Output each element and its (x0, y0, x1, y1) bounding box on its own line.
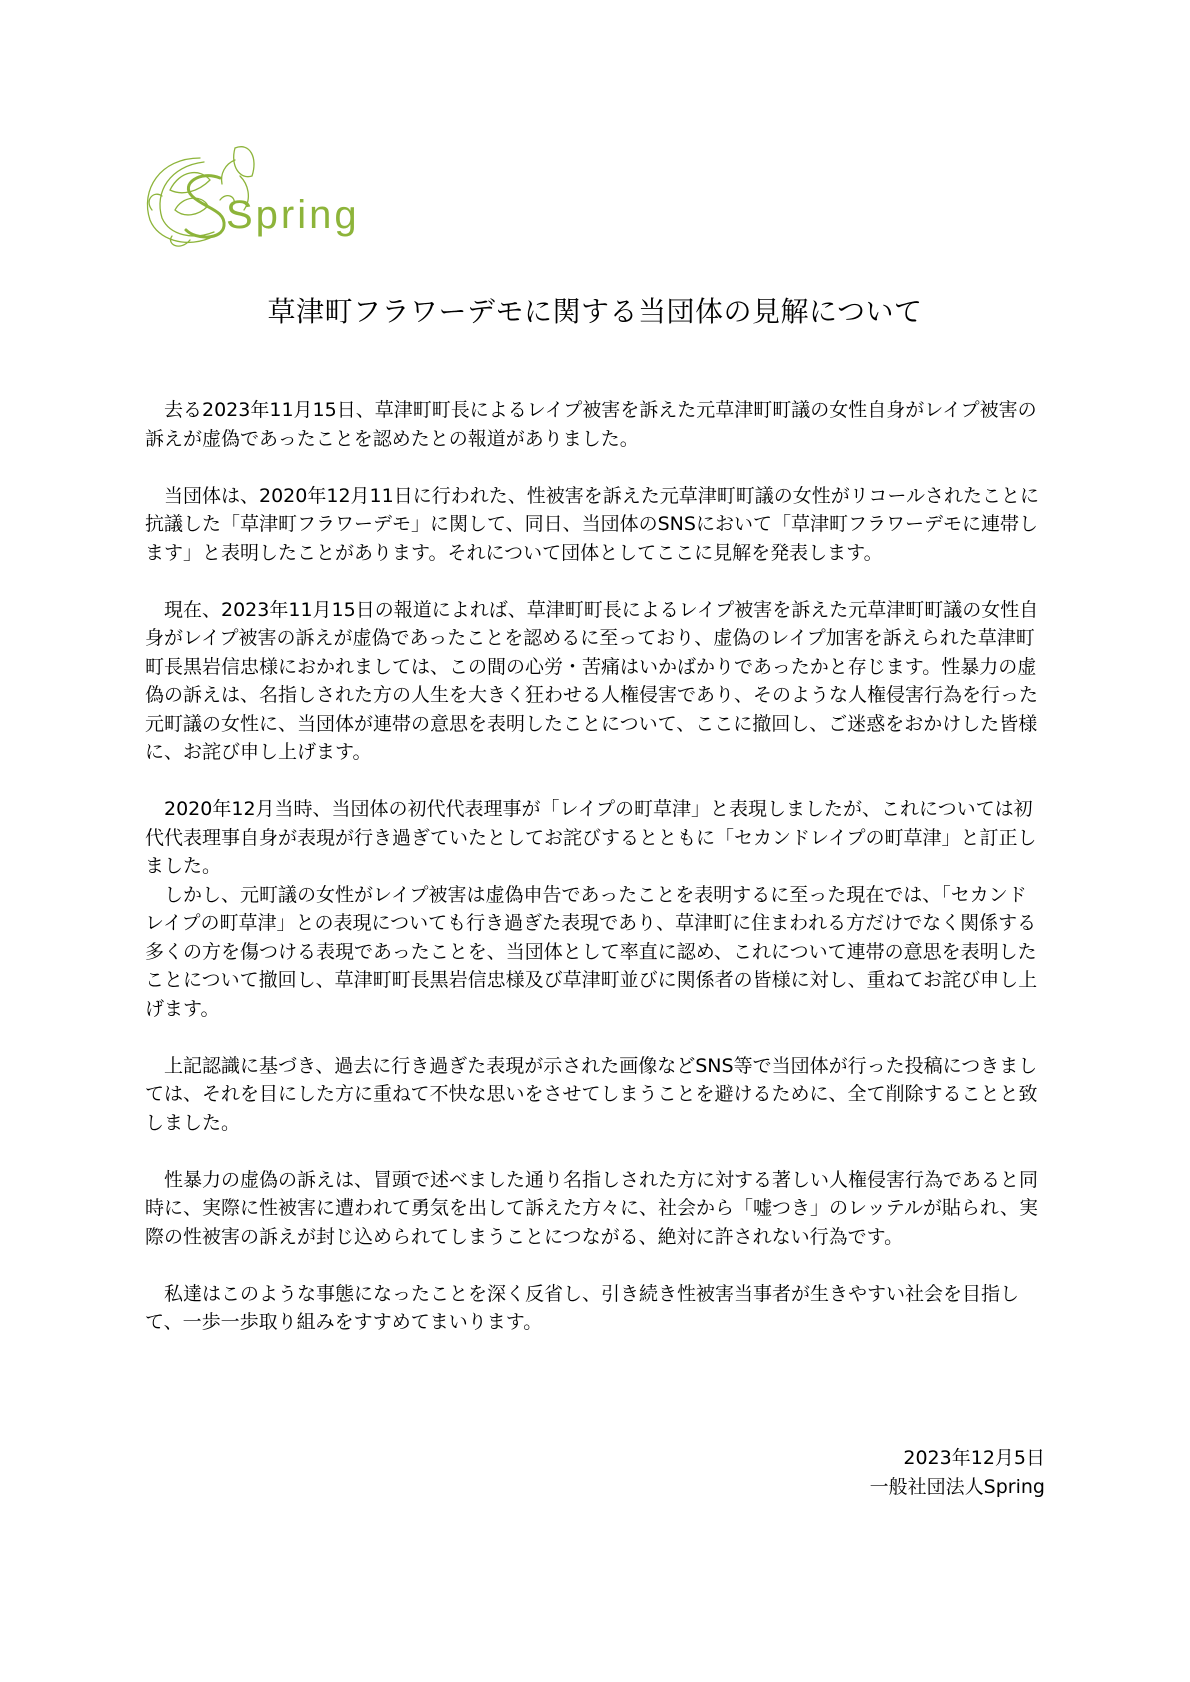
paragraph-6: 上記認識に基づき、過去に行き過ぎた表現が示された画像などSNS等で当団体が行った投稿につきましては、それを目にした方に重ねて不快な思いをさせてしまうことを避けるために、全て削除することと致しました。 (145, 1054, 1038, 1134)
signature-organization: 一般社団法人Spring (869, 1475, 1045, 1498)
signature-block (870, 1444, 1045, 1501)
paragraph-7: 性暴力の虚偽の訴えは、冒頭で述べました通り名指しされた方に対する著しい人権侵害行為であると同時に、実際に性被害に遭われて勇気を出して訴えた方々に、社会から「嘘つき」のレッテルが貼られ、実際の性被害の訴えが封じ込められてしまうことにつながる、絶対に許されない行為です。 (145, 1168, 1039, 1248)
signature-date: 2023年12月5日 (903, 1447, 1045, 1469)
paragraph-4: 2020年12月当時、当団体の初代代表理事が「レイプの町草津」と表現しましたが、これについては初代代表理事自身が表現が行き過ぎていたとしてお詫びするとともに「セカンドレイプの町草津」と訂正しました。 (145, 798, 1037, 877)
document-title: 草津町フラワーデモに関する当団体の見解について (267, 295, 923, 328)
logo-text: Spring (226, 193, 360, 237)
paragraph-5: しかし、元町議の女性がレイプ被害は虚偽申告であったことを表明するに至った現在では、「セカンドレイプの町草津」との表現についても行き過ぎた表現であり、草津町に住まわれる方だけでなく関係する多くの方を傷つける表現であったことを、当団体として率直に認め、これについて連帯の意思を表明したことについて撤回し、草津町町長黒岩信忠様及び草津町並びに関係者の皆様に対し、重ねてお詫び申し上げます。 (145, 883, 1038, 1020)
paragraph-8: 私達はこのような事態になったことを深く反省し、引き続き性被害当事者が生きやすい社会を目指して、一歩一歩取り組みをすすめてまいります。 (145, 1282, 1020, 1333)
paragraph-1: 去る2023年11月15日、草津町町長によるレイプ被害を訴えた元草津町町議の女性自身がレイプ被害の訴えが虚偽であったことを認めたとの報道がありました。 (145, 399, 1037, 450)
paragraph-2: 当団体は、2020年12月11日に行われた、性被害を訴えた元草津町町議の女性がリコールされたことに抗議した「草津町フラワーデモ」に関して、同日、当団体のSNSにおいて「草津町フラワーデモに連帯します」と表明したことがあります。それについて団体としてここに見解を発表します。 (145, 484, 1039, 564)
paragraph-3: 現在、2023年11月15日の報道によれば、草津町町長によるレイプ被害を訴えた元草津町町議の女性自身がレイプ被害の訴えが虚偽であったことを認めるに至っており、虚偽のレイプ加害を訴えられた草津町町長黒岩信忠様におかれましては、この間の心労・苦痛はいかばかりであったかと存じます。性暴力の虚偽の訴えは、名指しされた方の人生を大きく狂わせる人権侵害であり、そのような人権侵害行為を行った元町議の女性に、当団体が連帯の意思を表明したことについて、ここに撤回し、ご迷惑をおかけした皆様に、お詫び申し上げます。 (145, 598, 1039, 763)
spring-logo (140, 140, 380, 260)
document-body (145, 396, 1045, 1365)
